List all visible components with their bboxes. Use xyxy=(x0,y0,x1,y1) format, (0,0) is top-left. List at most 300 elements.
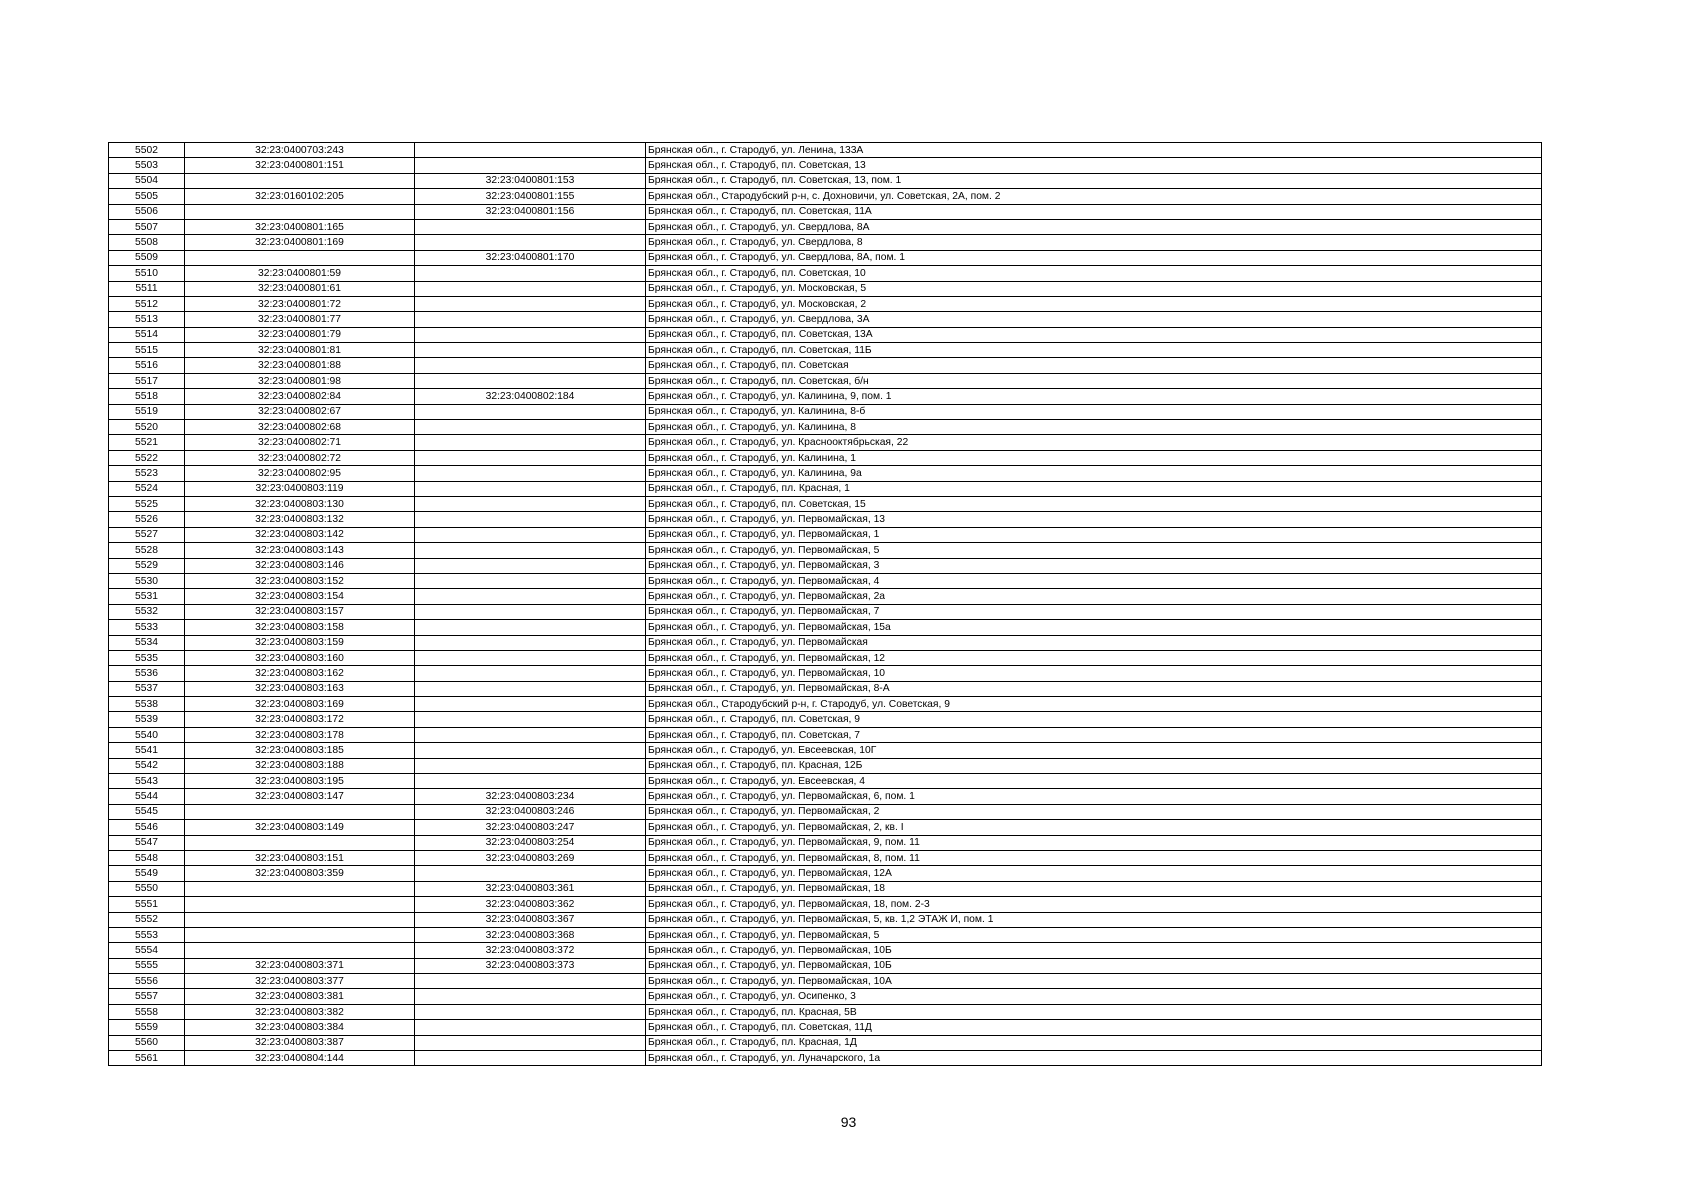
premises-cadastral-number-cell: 32:23:0400803:361 xyxy=(415,881,646,896)
address-cell: Брянская обл., г. Стародуб, ул. Свердлова, 8А xyxy=(646,219,1542,234)
address-cell: Брянская обл., г. Стародуб, пл. Советская xyxy=(646,358,1542,373)
table-row xyxy=(109,343,1542,358)
row-number-cell: 5548 xyxy=(109,850,185,865)
premises-cadastral-number-cell: 32:23:0400803:234 xyxy=(415,789,646,804)
table-row xyxy=(109,1004,1542,1019)
table-row xyxy=(109,1051,1542,1066)
row-number-cell: 5558 xyxy=(109,1004,185,1019)
cadastral-number-cell: 32:23:0400803:162 xyxy=(185,666,415,681)
table-row xyxy=(109,620,1542,635)
row-number-cell: 5559 xyxy=(109,1020,185,1035)
address-cell: Брянская обл., г. Стародуб, ул. Калинина, 9а xyxy=(646,466,1542,481)
table-row xyxy=(109,543,1542,558)
premises-cadastral-number-cell xyxy=(415,281,646,296)
table-row xyxy=(109,850,1542,865)
premises-cadastral-number-cell xyxy=(415,974,646,989)
address-cell: Брянская обл., г. Стародуб, ул. Первомайская, 9, пом. 11 xyxy=(646,835,1542,850)
row-number-cell: 5546 xyxy=(109,820,185,835)
table-row xyxy=(109,158,1542,173)
registry-table xyxy=(108,142,1542,1066)
address-cell: Брянская обл., г. Стародуб, ул. Первомайская, 12А xyxy=(646,866,1542,881)
table-row xyxy=(109,312,1542,327)
address-cell: Брянская обл., г. Стародуб, ул. Свердлова, 3А xyxy=(646,312,1542,327)
table-row xyxy=(109,897,1542,912)
cadastral-number-cell: 32:23:0400801:151 xyxy=(185,158,415,173)
cadastral-number-cell: 32:23:0400803:387 xyxy=(185,1035,415,1050)
table-row xyxy=(109,250,1542,265)
table-row xyxy=(109,266,1542,281)
row-number-cell: 5523 xyxy=(109,466,185,481)
table-row xyxy=(109,219,1542,234)
table-row xyxy=(109,604,1542,619)
cadastral-number-cell: 32:23:0400803:142 xyxy=(185,527,415,542)
table-row xyxy=(109,974,1542,989)
cadastral-number-cell: 32:23:0400803:143 xyxy=(185,543,415,558)
cadastral-number-cell: 32:23:0400803:152 xyxy=(185,573,415,588)
table-row xyxy=(109,697,1542,712)
address-cell: Брянская обл., г. Стародуб, ул. Осипенко, 3 xyxy=(646,989,1542,1004)
table-row xyxy=(109,389,1542,404)
address-cell: Брянская обл., г. Стародуб, ул. Первомайская, 7 xyxy=(646,604,1542,619)
row-number-cell: 5553 xyxy=(109,927,185,942)
cadastral-number-cell xyxy=(185,943,415,958)
cadastral-number-cell xyxy=(185,204,415,219)
cadastral-number-cell: 32:23:0400802:68 xyxy=(185,420,415,435)
address-cell: Брянская обл., г. Стародуб, ул. Первомайская, 2, кв. I xyxy=(646,820,1542,835)
premises-cadastral-number-cell: 32:23:0400801:153 xyxy=(415,173,646,188)
premises-cadastral-number-cell xyxy=(415,466,646,481)
cadastral-number-cell: 32:23:0400801:169 xyxy=(185,235,415,250)
address-cell: Брянская обл., г. Стародуб, пл. Красная, 12Б xyxy=(646,758,1542,773)
address-cell: Брянская обл., г. Стародуб, ул. Первомайская, 10А xyxy=(646,974,1542,989)
address-cell: Брянская обл., г. Стародуб, ул. Евсеевская, 10Г xyxy=(646,743,1542,758)
table-row xyxy=(109,681,1542,696)
table-row xyxy=(109,404,1542,419)
cadastral-number-cell: 32:23:0400802:84 xyxy=(185,389,415,404)
premises-cadastral-number-cell xyxy=(415,481,646,496)
premises-cadastral-number-cell xyxy=(415,327,646,342)
table-row xyxy=(109,666,1542,681)
table-row xyxy=(109,635,1542,650)
premises-cadastral-number-cell xyxy=(415,1004,646,1019)
row-number-cell: 5506 xyxy=(109,204,185,219)
premises-cadastral-number-cell xyxy=(415,866,646,881)
row-number-cell: 5542 xyxy=(109,758,185,773)
address-cell: Брянская обл., г. Стародуб, ул. Первомайская, 10 xyxy=(646,666,1542,681)
table-row xyxy=(109,927,1542,942)
row-number-cell: 5503 xyxy=(109,158,185,173)
row-number-cell: 5522 xyxy=(109,450,185,465)
cadastral-number-cell: 32:23:0400803:159 xyxy=(185,635,415,650)
cadastral-number-cell: 32:23:0400803:377 xyxy=(185,974,415,989)
premises-cadastral-number-cell xyxy=(415,373,646,388)
address-cell: Брянская обл., г. Стародуб, ул. Первомайская, 5, кв. 1,2 ЭТАЖ И, пом. 1 xyxy=(646,912,1542,927)
premises-cadastral-number-cell: 32:23:0400801:155 xyxy=(415,189,646,204)
address-cell: Брянская обл., г. Стародуб, пл. Советская, б/н xyxy=(646,373,1542,388)
address-cell: Брянская обл., г. Стародуб, ул. Калинина, 8-б xyxy=(646,404,1542,419)
table-row xyxy=(109,512,1542,527)
cadastral-number-cell xyxy=(185,881,415,896)
table-row xyxy=(109,527,1542,542)
cadastral-number-cell: 32:23:0400803:151 xyxy=(185,850,415,865)
premises-cadastral-number-cell xyxy=(415,312,646,327)
row-number-cell: 5502 xyxy=(109,143,185,158)
table-row xyxy=(109,943,1542,958)
premises-cadastral-number-cell xyxy=(415,743,646,758)
address-cell: Брянская обл., г. Стародуб, пл. Советская, 11А xyxy=(646,204,1542,219)
row-number-cell: 5514 xyxy=(109,327,185,342)
address-cell: Брянская обл., г. Стародуб, ул. Первомайская, 5 xyxy=(646,543,1542,558)
table-row xyxy=(109,204,1542,219)
cadastral-number-cell: 32:23:0400803:147 xyxy=(185,789,415,804)
table-row xyxy=(109,835,1542,850)
table-row xyxy=(109,327,1542,342)
table-row xyxy=(109,296,1542,311)
premises-cadastral-number-cell xyxy=(415,435,646,450)
premises-cadastral-number-cell xyxy=(415,404,646,419)
premises-cadastral-number-cell xyxy=(415,589,646,604)
cadastral-number-cell: 32:23:0400803:381 xyxy=(185,989,415,1004)
address-cell: Брянская обл., г. Стародуб, пл. Советская, 13 xyxy=(646,158,1542,173)
address-cell: Брянская обл., г. Стародуб, пл. Советская, 9 xyxy=(646,712,1542,727)
premises-cadastral-number-cell xyxy=(415,420,646,435)
row-number-cell: 5515 xyxy=(109,343,185,358)
row-number-cell: 5560 xyxy=(109,1035,185,1050)
cadastral-number-cell: 32:23:0400803:185 xyxy=(185,743,415,758)
table-row xyxy=(109,143,1542,158)
table-row xyxy=(109,912,1542,927)
table-row xyxy=(109,281,1542,296)
row-number-cell: 5507 xyxy=(109,219,185,234)
row-number-cell: 5537 xyxy=(109,681,185,696)
cadastral-number-cell: 32:23:0400801:59 xyxy=(185,266,415,281)
premises-cadastral-number-cell xyxy=(415,774,646,789)
premises-cadastral-number-cell xyxy=(415,512,646,527)
premises-cadastral-number-cell: 32:23:0400801:156 xyxy=(415,204,646,219)
address-cell: Брянская обл., г. Стародуб, ул. Луначарского, 1а xyxy=(646,1051,1542,1066)
premises-cadastral-number-cell xyxy=(415,666,646,681)
premises-cadastral-number-cell: 32:23:0400803:362 xyxy=(415,897,646,912)
address-cell: Брянская обл., г. Стародуб, ул. Калинина, 8 xyxy=(646,420,1542,435)
row-number-cell: 5531 xyxy=(109,589,185,604)
address-cell: Брянская обл., г. Стародуб, ул. Свердлова, 8А, пом. 1 xyxy=(646,250,1542,265)
address-cell: Брянская обл., г. Стародуб, пл. Советская, 13А xyxy=(646,327,1542,342)
premises-cadastral-number-cell xyxy=(415,143,646,158)
row-number-cell: 5525 xyxy=(109,496,185,511)
address-cell: Брянская обл., г. Стародуб, ул. Калинина, 1 xyxy=(646,450,1542,465)
cadastral-number-cell: 32:23:0400803:359 xyxy=(185,866,415,881)
row-number-cell: 5519 xyxy=(109,404,185,419)
premises-cadastral-number-cell xyxy=(415,1035,646,1050)
row-number-cell: 5554 xyxy=(109,943,185,958)
cadastral-number-cell: 32:23:0400803:384 xyxy=(185,1020,415,1035)
premises-cadastral-number-cell xyxy=(415,219,646,234)
premises-cadastral-number-cell xyxy=(415,727,646,742)
address-cell: Брянская обл., г. Стародуб, ул. Первомайская, 10Б xyxy=(646,958,1542,973)
address-cell: Брянская обл., г. Стародуб, ул. Первомайская, 10Б xyxy=(646,943,1542,958)
table-row xyxy=(109,774,1542,789)
row-number-cell: 5561 xyxy=(109,1051,185,1066)
cadastral-number-cell: 32:23:0400803:178 xyxy=(185,727,415,742)
cadastral-number-cell: 32:23:0400801:77 xyxy=(185,312,415,327)
row-number-cell: 5528 xyxy=(109,543,185,558)
address-cell: Брянская обл., г. Стародуб, ул. Первомайская xyxy=(646,635,1542,650)
cadastral-number-cell: 32:23:0400803:146 xyxy=(185,558,415,573)
address-cell: Брянская обл., г. Стародуб, ул. Калинина, 9, пом. 1 xyxy=(646,389,1542,404)
cadastral-number-cell: 32:23:0400803:195 xyxy=(185,774,415,789)
row-number-cell: 5532 xyxy=(109,604,185,619)
premises-cadastral-number-cell: 32:23:0400803:367 xyxy=(415,912,646,927)
premises-cadastral-number-cell xyxy=(415,358,646,373)
table-row xyxy=(109,804,1542,819)
address-cell: Брянская обл., г. Стародуб, ул. Московская, 5 xyxy=(646,281,1542,296)
premises-cadastral-number-cell xyxy=(415,697,646,712)
address-cell: Брянская обл., г. Стародуб, ул. Первомайская, 8, пом. 11 xyxy=(646,850,1542,865)
table-row xyxy=(109,1035,1542,1050)
premises-cadastral-number-cell xyxy=(415,758,646,773)
table-row xyxy=(109,450,1542,465)
cadastral-number-cell: 32:23:0400802:95 xyxy=(185,466,415,481)
table-row xyxy=(109,743,1542,758)
address-cell: Брянская обл., г. Стародуб, пл. Советская, 10 xyxy=(646,266,1542,281)
address-cell: Брянская обл., г. Стародуб, ул. Первомайская, 18 xyxy=(646,881,1542,896)
premises-cadastral-number-cell xyxy=(415,604,646,619)
premises-cadastral-number-cell: 32:23:0400803:254 xyxy=(415,835,646,850)
cadastral-number-cell: 32:23:0400803:382 xyxy=(185,1004,415,1019)
table-row xyxy=(109,481,1542,496)
cadastral-number-cell: 32:23:0400801:98 xyxy=(185,373,415,388)
premises-cadastral-number-cell xyxy=(415,158,646,173)
premises-cadastral-number-cell xyxy=(415,543,646,558)
row-number-cell: 5509 xyxy=(109,250,185,265)
premises-cadastral-number-cell: 32:23:0400802:184 xyxy=(415,389,646,404)
cadastral-number-cell xyxy=(185,912,415,927)
cadastral-number-cell: 32:23:0400803:172 xyxy=(185,712,415,727)
row-number-cell: 5505 xyxy=(109,189,185,204)
table-row xyxy=(109,650,1542,665)
premises-cadastral-number-cell: 32:23:0400803:246 xyxy=(415,804,646,819)
table-row xyxy=(109,789,1542,804)
table-row xyxy=(109,496,1542,511)
row-number-cell: 5555 xyxy=(109,958,185,973)
table-row xyxy=(109,758,1542,773)
address-cell: Брянская обл., г. Стародуб, ул. Первомайская, 6, пом. 1 xyxy=(646,789,1542,804)
row-number-cell: 5511 xyxy=(109,281,185,296)
table-row xyxy=(109,573,1542,588)
premises-cadastral-number-cell: 32:23:0400803:368 xyxy=(415,927,646,942)
cadastral-number-cell: 32:23:0400803:188 xyxy=(185,758,415,773)
premises-cadastral-number-cell xyxy=(415,1020,646,1035)
premises-cadastral-number-cell xyxy=(415,343,646,358)
premises-cadastral-number-cell: 32:23:0400801:170 xyxy=(415,250,646,265)
cadastral-number-cell: 32:23:0400801:165 xyxy=(185,219,415,234)
address-cell: Брянская обл., г. Стародуб, пл. Красная, 1Д xyxy=(646,1035,1542,1050)
premises-cadastral-number-cell: 32:23:0400803:269 xyxy=(415,850,646,865)
address-cell: Брянская обл., Стародубский р-н, с. Дохновичи, ул. Советская, 2А, пом. 2 xyxy=(646,189,1542,204)
cadastral-number-cell xyxy=(185,835,415,850)
premises-cadastral-number-cell xyxy=(415,1051,646,1066)
premises-cadastral-number-cell xyxy=(415,235,646,250)
address-cell: Брянская обл., г. Стародуб, ул. Первомайская, 4 xyxy=(646,573,1542,588)
row-number-cell: 5541 xyxy=(109,743,185,758)
row-number-cell: 5556 xyxy=(109,974,185,989)
address-cell: Брянская обл., г. Стародуб, ул. Первомайская, 18, пом. 2-3 xyxy=(646,897,1542,912)
row-number-cell: 5557 xyxy=(109,989,185,1004)
address-cell: Брянская обл., г. Стародуб, ул. Свердлова, 8 xyxy=(646,235,1542,250)
cadastral-number-cell xyxy=(185,173,415,188)
address-cell: Брянская обл., г. Стародуб, ул. Первомайская, 1 xyxy=(646,527,1542,542)
table-row xyxy=(109,173,1542,188)
address-cell: Брянская обл., г. Стародуб, пл. Красная, 5В xyxy=(646,1004,1542,1019)
cadastral-number-cell xyxy=(185,250,415,265)
premises-cadastral-number-cell xyxy=(415,558,646,573)
cadastral-number-cell: 32:23:0400803:169 xyxy=(185,697,415,712)
row-number-cell: 5535 xyxy=(109,650,185,665)
address-cell: Брянская обл., г. Стародуб, пл. Советская, 7 xyxy=(646,727,1542,742)
row-number-cell: 5529 xyxy=(109,558,185,573)
row-number-cell: 5549 xyxy=(109,866,185,881)
table-row xyxy=(109,712,1542,727)
row-number-cell: 5550 xyxy=(109,881,185,896)
cadastral-number-cell: 32:23:0400802:67 xyxy=(185,404,415,419)
row-number-cell: 5540 xyxy=(109,727,185,742)
row-number-cell: 5513 xyxy=(109,312,185,327)
page-number: 93 xyxy=(840,1114,857,1130)
cadastral-number-cell: 32:23:0400803:163 xyxy=(185,681,415,696)
address-cell: Брянская обл., г. Стародуб, пл. Советская, 13, пом. 1 xyxy=(646,173,1542,188)
row-number-cell: 5517 xyxy=(109,373,185,388)
premises-cadastral-number-cell xyxy=(415,496,646,511)
cadastral-number-cell: 32:23:0400703:243 xyxy=(185,143,415,158)
cadastral-number-cell: 32:23:0160102:205 xyxy=(185,189,415,204)
cadastral-number-cell: 32:23:0400803:130 xyxy=(185,496,415,511)
cadastral-number-cell: 32:23:0400801:81 xyxy=(185,343,415,358)
row-number-cell: 5552 xyxy=(109,912,185,927)
cadastral-number-cell: 32:23:0400803:160 xyxy=(185,650,415,665)
cadastral-number-cell xyxy=(185,897,415,912)
premises-cadastral-number-cell: 32:23:0400803:373 xyxy=(415,958,646,973)
table-row xyxy=(109,373,1542,388)
address-cell: Брянская обл., г. Стародуб, ул. Московская, 2 xyxy=(646,296,1542,311)
row-number-cell: 5504 xyxy=(109,173,185,188)
row-number-cell: 5551 xyxy=(109,897,185,912)
address-cell: Брянская обл., г. Стародуб, пл. Красная, 1 xyxy=(646,481,1542,496)
cadastral-number-cell: 32:23:0400801:61 xyxy=(185,281,415,296)
row-number-cell: 5524 xyxy=(109,481,185,496)
premises-cadastral-number-cell: 32:23:0400803:372 xyxy=(415,943,646,958)
row-number-cell: 5527 xyxy=(109,527,185,542)
row-number-cell: 5526 xyxy=(109,512,185,527)
row-number-cell: 5521 xyxy=(109,435,185,450)
table-row xyxy=(109,589,1542,604)
address-cell: Брянская обл., г. Стародуб, ул. Первомайская, 8-А xyxy=(646,681,1542,696)
row-number-cell: 5520 xyxy=(109,420,185,435)
cadastral-number-cell: 32:23:0400803:371 xyxy=(185,958,415,973)
row-number-cell: 5536 xyxy=(109,666,185,681)
cadastral-number-cell: 32:23:0400803:149 xyxy=(185,820,415,835)
cadastral-number-cell: 32:23:0400802:72 xyxy=(185,450,415,465)
premises-cadastral-number-cell xyxy=(415,573,646,588)
table-row xyxy=(109,235,1542,250)
table-row xyxy=(109,989,1542,1004)
cadastral-number-cell: 32:23:0400801:72 xyxy=(185,296,415,311)
row-number-cell: 5538 xyxy=(109,697,185,712)
address-cell: Брянская обл., г. Стародуб, ул. Первомайская, 12 xyxy=(646,650,1542,665)
row-number-cell: 5539 xyxy=(109,712,185,727)
table-row xyxy=(109,435,1542,450)
cadastral-number-cell: 32:23:0400803:119 xyxy=(185,481,415,496)
address-cell: Брянская обл., Стародубский р-н, г. Стародуб, ул. Советская, 9 xyxy=(646,697,1542,712)
row-number-cell: 5508 xyxy=(109,235,185,250)
table-row xyxy=(109,820,1542,835)
premises-cadastral-number-cell xyxy=(415,296,646,311)
table-row xyxy=(109,558,1542,573)
row-number-cell: 5534 xyxy=(109,635,185,650)
cadastral-number-cell: 32:23:0400803:154 xyxy=(185,589,415,604)
premises-cadastral-number-cell xyxy=(415,989,646,1004)
row-number-cell: 5516 xyxy=(109,358,185,373)
row-number-cell: 5512 xyxy=(109,296,185,311)
table-row xyxy=(109,466,1542,481)
address-cell: Брянская обл., г. Стародуб, ул. Первомайская, 13 xyxy=(646,512,1542,527)
row-number-cell: 5544 xyxy=(109,789,185,804)
table-row xyxy=(109,420,1542,435)
cadastral-number-cell: 32:23:0400804:144 xyxy=(185,1051,415,1066)
address-cell: Брянская обл., г. Стародуб, ул. Первомайская, 5 xyxy=(646,927,1542,942)
address-cell: Брянская обл., г. Стародуб, ул. Евсеевская, 4 xyxy=(646,774,1542,789)
table-row xyxy=(109,727,1542,742)
address-cell: Брянская обл., г. Стародуб, ул. Первомайская, 2а xyxy=(646,589,1542,604)
premises-cadastral-number-cell xyxy=(415,450,646,465)
premises-cadastral-number-cell xyxy=(415,681,646,696)
premises-cadastral-number-cell xyxy=(415,266,646,281)
table-row xyxy=(109,881,1542,896)
address-cell: Брянская обл., г. Стародуб, пл. Советская, 15 xyxy=(646,496,1542,511)
premises-cadastral-number-cell: 32:23:0400803:247 xyxy=(415,820,646,835)
cadastral-number-cell: 32:23:0400803:132 xyxy=(185,512,415,527)
table-body xyxy=(109,143,1542,1066)
table-row xyxy=(109,358,1542,373)
cadastral-number-cell: 32:23:0400801:79 xyxy=(185,327,415,342)
row-number-cell: 5518 xyxy=(109,389,185,404)
row-number-cell: 5530 xyxy=(109,573,185,588)
row-number-cell: 5547 xyxy=(109,835,185,850)
row-number-cell: 5543 xyxy=(109,774,185,789)
table-row xyxy=(109,189,1542,204)
address-cell: Брянская обл., г. Стародуб, пл. Советская, 11Б xyxy=(646,343,1542,358)
address-cell: Брянская обл., г. Стародуб, ул. Первомайская, 2 xyxy=(646,804,1542,819)
row-number-cell: 5533 xyxy=(109,620,185,635)
premises-cadastral-number-cell xyxy=(415,650,646,665)
table-row xyxy=(109,958,1542,973)
table-row xyxy=(109,1020,1542,1035)
cadastral-number-cell xyxy=(185,804,415,819)
cadastral-number-cell: 32:23:0400803:158 xyxy=(185,620,415,635)
premises-cadastral-number-cell xyxy=(415,635,646,650)
address-cell: Брянская обл., г. Стародуб, ул. Ленина, 133А xyxy=(646,143,1542,158)
address-cell: Брянская обл., г. Стародуб, пл. Советская, 11Д xyxy=(646,1020,1542,1035)
cadastral-number-cell: 32:23:0400802:71 xyxy=(185,435,415,450)
row-number-cell: 5545 xyxy=(109,804,185,819)
address-cell: Брянская обл., г. Стародуб, ул. Первомайская, 3 xyxy=(646,558,1542,573)
premises-cadastral-number-cell xyxy=(415,620,646,635)
premises-cadastral-number-cell xyxy=(415,527,646,542)
table-row xyxy=(109,866,1542,881)
cadastral-number-cell: 32:23:0400801:88 xyxy=(185,358,415,373)
cadastral-number-cell: 32:23:0400803:157 xyxy=(185,604,415,619)
address-cell: Брянская обл., г. Стародуб, ул. Первомайская, 15а xyxy=(646,620,1542,635)
cadastral-number-cell xyxy=(185,927,415,942)
